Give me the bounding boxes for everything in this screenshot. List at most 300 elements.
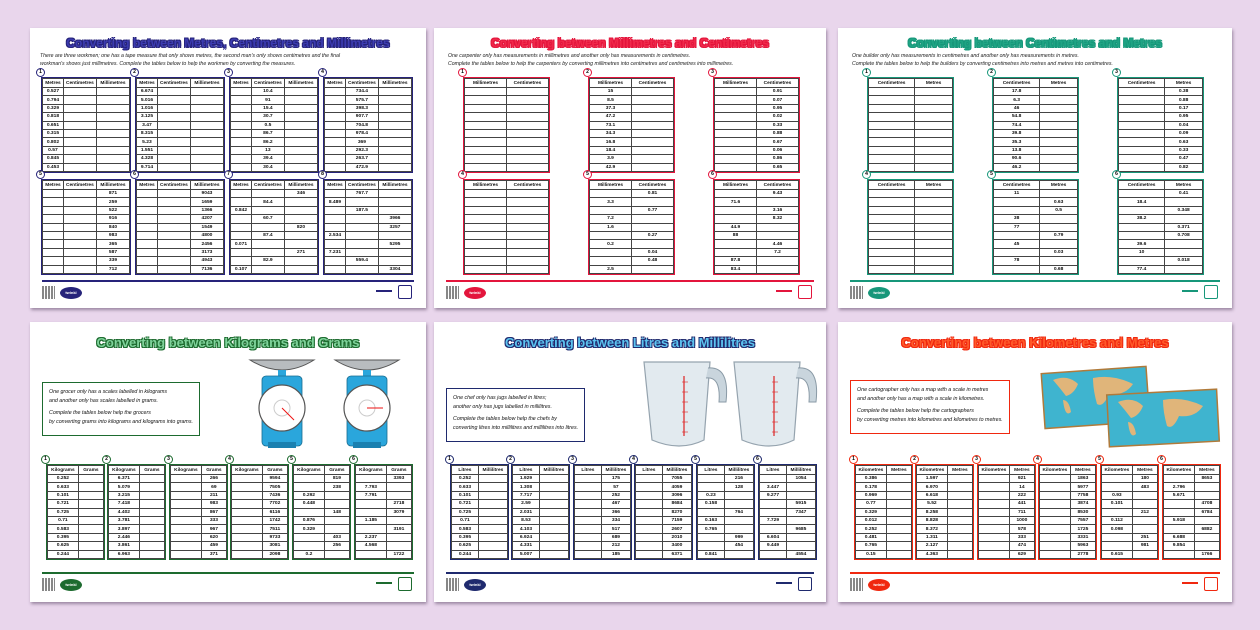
answer-cell[interactable] — [96, 163, 129, 171]
answer-cell[interactable] — [465, 129, 507, 137]
answer-cell[interactable] — [994, 265, 1040, 273]
answer-cell[interactable] — [915, 121, 953, 129]
answer-cell[interactable] — [78, 500, 103, 508]
answer-cell[interactable] — [575, 491, 602, 499]
answer-cell[interactable] — [294, 508, 325, 516]
answer-cell[interactable] — [507, 206, 549, 214]
answer-cell[interactable] — [715, 121, 757, 129]
answer-cell[interactable] — [43, 231, 64, 239]
qr-code[interactable] — [42, 578, 55, 591]
answer-cell[interactable] — [869, 265, 915, 273]
answer-cell[interactable] — [284, 198, 317, 206]
answer-cell[interactable] — [979, 550, 1010, 558]
answer-cell[interactable] — [1102, 483, 1133, 491]
answer-cell[interactable] — [994, 231, 1040, 239]
answer-cell[interactable] — [78, 483, 103, 491]
answer-cell[interactable] — [539, 516, 568, 524]
answer-cell[interactable] — [139, 533, 164, 541]
answer-cell[interactable] — [63, 163, 96, 171]
answer-cell[interactable] — [251, 190, 284, 198]
answer-cell[interactable] — [1040, 483, 1071, 491]
answer-cell[interactable] — [636, 533, 663, 541]
answer-cell[interactable] — [869, 248, 915, 256]
answer-cell[interactable] — [507, 265, 549, 273]
answer-cell[interactable] — [979, 508, 1010, 516]
answer-cell[interactable] — [137, 223, 158, 231]
answer-cell[interactable] — [63, 206, 96, 214]
qr-code[interactable] — [446, 286, 459, 299]
answer-cell[interactable] — [869, 104, 915, 112]
answer-cell[interactable] — [294, 475, 325, 483]
answer-cell[interactable] — [979, 542, 1010, 550]
answer-cell[interactable] — [915, 88, 953, 96]
answer-cell[interactable] — [915, 240, 953, 248]
answer-cell[interactable] — [1119, 146, 1165, 154]
answer-cell[interactable] — [715, 113, 757, 121]
answer-cell[interactable] — [231, 138, 252, 146]
answer-cell[interactable] — [1040, 96, 1078, 104]
answer-cell[interactable] — [63, 113, 96, 121]
answer-cell[interactable] — [284, 163, 317, 171]
answer-cell[interactable] — [171, 508, 202, 516]
answer-cell[interactable] — [478, 491, 507, 499]
answer-cell[interactable] — [915, 155, 953, 163]
answer-cell[interactable] — [724, 550, 753, 558]
answer-cell[interactable] — [78, 525, 103, 533]
answer-cell[interactable] — [478, 550, 507, 558]
answer-cell[interactable] — [507, 155, 549, 163]
answer-cell[interactable] — [507, 121, 549, 129]
answer-cell[interactable] — [157, 163, 190, 171]
answer-cell[interactable] — [632, 96, 674, 104]
answer-cell[interactable] — [1040, 475, 1071, 483]
answer-cell[interactable] — [78, 533, 103, 541]
answer-cell[interactable] — [636, 516, 663, 524]
answer-cell[interactable] — [994, 248, 1040, 256]
answer-cell[interactable] — [632, 265, 674, 273]
answer-cell[interactable] — [137, 215, 158, 223]
answer-cell[interactable] — [63, 240, 96, 248]
answer-cell[interactable] — [715, 240, 757, 248]
answer-cell[interactable] — [947, 533, 972, 541]
answer-cell[interactable] — [231, 257, 252, 265]
answer-cell[interactable] — [632, 88, 674, 96]
answer-cell[interactable] — [539, 500, 568, 508]
answer-cell[interactable] — [231, 223, 252, 231]
answer-cell[interactable] — [465, 155, 507, 163]
answer-cell[interactable] — [786, 542, 815, 550]
answer-cell[interactable] — [325, 265, 346, 273]
answer-cell[interactable] — [869, 155, 915, 163]
answer-cell[interactable] — [324, 516, 349, 524]
answer-cell[interactable] — [232, 475, 263, 483]
answer-cell[interactable] — [947, 525, 972, 533]
answer-cell[interactable] — [886, 516, 911, 524]
answer-cell[interactable] — [251, 265, 284, 273]
answer-cell[interactable] — [139, 508, 164, 516]
answer-cell[interactable] — [231, 96, 252, 104]
answer-cell[interactable] — [386, 516, 411, 524]
answer-cell[interactable] — [632, 163, 674, 171]
answer-cell[interactable] — [465, 215, 507, 223]
answer-cell[interactable] — [478, 508, 507, 516]
answer-cell[interactable] — [886, 483, 911, 491]
answer-cell[interactable] — [698, 483, 725, 491]
answer-cell[interactable] — [157, 146, 190, 154]
answer-cell[interactable] — [1040, 129, 1078, 137]
answer-cell[interactable] — [325, 257, 346, 265]
answer-cell[interactable] — [915, 265, 953, 273]
answer-cell[interactable] — [231, 155, 252, 163]
answer-cell[interactable] — [139, 542, 164, 550]
answer-cell[interactable] — [869, 113, 915, 121]
answer-cell[interactable] — [139, 516, 164, 524]
answer-cell[interactable] — [915, 215, 953, 223]
answer-cell[interactable] — [915, 113, 953, 121]
answer-cell[interactable] — [979, 500, 1010, 508]
answer-cell[interactable] — [1040, 121, 1078, 129]
answer-cell[interactable] — [284, 215, 317, 223]
answer-cell[interactable] — [78, 508, 103, 516]
answer-cell[interactable] — [63, 190, 96, 198]
answer-cell[interactable] — [979, 516, 1010, 524]
answer-cell[interactable] — [325, 240, 346, 248]
answer-cell[interactable] — [356, 500, 387, 508]
answer-cell[interactable] — [157, 190, 190, 198]
answer-cell[interactable] — [378, 248, 411, 256]
answer-cell[interactable] — [632, 215, 674, 223]
answer-cell[interactable] — [137, 198, 158, 206]
answer-cell[interactable] — [507, 129, 549, 137]
answer-cell[interactable] — [171, 483, 202, 491]
answer-cell[interactable] — [231, 88, 252, 96]
answer-cell[interactable] — [157, 223, 190, 231]
answer-cell[interactable] — [715, 206, 757, 214]
answer-cell[interactable] — [139, 525, 164, 533]
answer-cell[interactable] — [915, 231, 953, 239]
answer-cell[interactable] — [378, 138, 411, 146]
answer-cell[interactable] — [137, 248, 158, 256]
answer-cell[interactable] — [869, 215, 915, 223]
answer-cell[interactable] — [478, 500, 507, 508]
answer-cell[interactable] — [1040, 155, 1078, 163]
answer-cell[interactable] — [575, 500, 602, 508]
answer-cell[interactable] — [507, 88, 549, 96]
answer-cell[interactable] — [1040, 146, 1078, 154]
answer-cell[interactable] — [231, 215, 252, 223]
answer-cell[interactable] — [979, 525, 1010, 533]
answer-cell[interactable] — [356, 475, 387, 483]
answer-cell[interactable] — [325, 96, 346, 104]
answer-cell[interactable] — [786, 516, 815, 524]
answer-cell[interactable] — [478, 516, 507, 524]
answer-cell[interactable] — [232, 483, 263, 491]
answer-cell[interactable] — [378, 96, 411, 104]
answer-cell[interactable] — [284, 138, 317, 146]
answer-cell[interactable] — [284, 265, 317, 273]
answer-cell[interactable] — [869, 138, 915, 146]
answer-cell[interactable] — [157, 104, 190, 112]
answer-cell[interactable] — [757, 198, 799, 206]
answer-cell[interactable] — [43, 265, 64, 273]
answer-cell[interactable] — [947, 542, 972, 550]
answer-cell[interactable] — [698, 475, 725, 483]
answer-cell[interactable] — [478, 542, 507, 550]
answer-cell[interactable] — [63, 265, 96, 273]
answer-cell[interactable] — [575, 525, 602, 533]
answer-cell[interactable] — [157, 88, 190, 96]
answer-cell[interactable] — [284, 96, 317, 104]
answer-cell[interactable] — [386, 542, 411, 550]
answer-cell[interactable] — [171, 542, 202, 550]
answer-cell[interactable] — [324, 500, 349, 508]
answer-cell[interactable] — [1165, 248, 1203, 256]
answer-cell[interactable] — [345, 248, 378, 256]
answer-cell[interactable] — [43, 190, 64, 198]
answer-cell[interactable] — [43, 240, 64, 248]
answer-cell[interactable] — [575, 475, 602, 483]
answer-cell[interactable] — [1102, 475, 1133, 483]
answer-cell[interactable] — [1040, 533, 1071, 541]
answer-cell[interactable] — [539, 483, 568, 491]
answer-cell[interactable] — [251, 206, 284, 214]
answer-cell[interactable] — [378, 129, 411, 137]
answer-cell[interactable] — [539, 525, 568, 533]
answer-cell[interactable] — [63, 88, 96, 96]
answer-cell[interactable] — [378, 198, 411, 206]
answer-cell[interactable] — [1119, 138, 1165, 146]
answer-cell[interactable] — [575, 516, 602, 524]
answer-cell[interactable] — [636, 483, 663, 491]
answer-cell[interactable] — [325, 138, 346, 146]
answer-cell[interactable] — [1165, 240, 1203, 248]
answer-cell[interactable] — [478, 483, 507, 491]
answer-cell[interactable] — [507, 163, 549, 171]
answer-cell[interactable] — [78, 550, 103, 558]
answer-cell[interactable] — [231, 129, 252, 137]
answer-cell[interactable] — [760, 475, 787, 483]
answer-cell[interactable] — [915, 223, 953, 231]
answer-cell[interactable] — [231, 163, 252, 171]
answer-cell[interactable] — [539, 533, 568, 541]
answer-cell[interactable] — [157, 248, 190, 256]
answer-cell[interactable] — [171, 550, 202, 558]
answer-cell[interactable] — [869, 88, 915, 96]
answer-cell[interactable] — [63, 121, 96, 129]
answer-cell[interactable] — [356, 525, 387, 533]
answer-cell[interactable] — [869, 231, 915, 239]
answer-cell[interactable] — [539, 550, 568, 558]
answer-cell[interactable] — [43, 198, 64, 206]
answer-cell[interactable] — [724, 516, 753, 524]
answer-cell[interactable] — [507, 223, 549, 231]
answer-cell[interactable] — [231, 104, 252, 112]
answer-cell[interactable] — [1040, 508, 1071, 516]
answer-cell[interactable] — [786, 533, 815, 541]
answer-cell[interactable] — [171, 475, 202, 483]
answer-cell[interactable] — [232, 542, 263, 550]
answer-cell[interactable] — [137, 190, 158, 198]
answer-cell[interactable] — [465, 240, 507, 248]
answer-cell[interactable] — [284, 206, 317, 214]
answer-cell[interactable] — [171, 516, 202, 524]
answer-cell[interactable] — [886, 500, 911, 508]
answer-cell[interactable] — [1194, 483, 1219, 491]
answer-cell[interactable] — [190, 155, 223, 163]
answer-cell[interactable] — [715, 146, 757, 154]
answer-cell[interactable] — [1040, 88, 1078, 96]
answer-cell[interactable] — [1102, 533, 1133, 541]
answer-cell[interactable] — [507, 96, 549, 104]
answer-cell[interactable] — [1040, 138, 1078, 146]
answer-cell[interactable] — [43, 206, 64, 214]
answer-cell[interactable] — [715, 88, 757, 96]
qr-code[interactable] — [446, 578, 459, 591]
answer-cell[interactable] — [378, 113, 411, 121]
answer-cell[interactable] — [232, 525, 263, 533]
answer-cell[interactable] — [590, 257, 632, 265]
answer-cell[interactable] — [1119, 129, 1165, 137]
answer-cell[interactable] — [465, 206, 507, 214]
answer-cell[interactable] — [78, 516, 103, 524]
answer-cell[interactable] — [325, 215, 346, 223]
answer-cell[interactable] — [232, 516, 263, 524]
answer-cell[interactable] — [994, 198, 1040, 206]
answer-cell[interactable] — [760, 500, 787, 508]
answer-cell[interactable] — [231, 146, 252, 154]
answer-cell[interactable] — [139, 500, 164, 508]
answer-cell[interactable] — [157, 96, 190, 104]
answer-cell[interactable] — [63, 104, 96, 112]
answer-cell[interactable] — [231, 231, 252, 239]
answer-cell[interactable] — [231, 121, 252, 129]
answer-cell[interactable] — [632, 104, 674, 112]
answer-cell[interactable] — [507, 240, 549, 248]
answer-cell[interactable] — [1164, 500, 1195, 508]
answer-cell[interactable] — [698, 533, 725, 541]
answer-cell[interactable] — [886, 542, 911, 550]
answer-cell[interactable] — [345, 240, 378, 248]
answer-cell[interactable] — [345, 265, 378, 273]
answer-cell[interactable] — [636, 550, 663, 558]
answer-cell[interactable] — [325, 190, 346, 198]
answer-cell[interactable] — [507, 198, 549, 206]
answer-cell[interactable] — [43, 215, 64, 223]
answer-cell[interactable] — [43, 223, 64, 231]
answer-cell[interactable] — [465, 113, 507, 121]
answer-cell[interactable] — [869, 146, 915, 154]
answer-cell[interactable] — [886, 508, 911, 516]
answer-cell[interactable] — [715, 104, 757, 112]
answer-cell[interactable] — [63, 129, 96, 137]
answer-cell[interactable] — [1119, 231, 1165, 239]
answer-cell[interactable] — [96, 88, 129, 96]
answer-cell[interactable] — [1132, 516, 1157, 524]
answer-cell[interactable] — [1132, 500, 1157, 508]
answer-cell[interactable] — [190, 163, 223, 171]
answer-cell[interactable] — [157, 129, 190, 137]
answer-cell[interactable] — [284, 231, 317, 239]
answer-cell[interactable] — [137, 240, 158, 248]
answer-cell[interactable] — [465, 96, 507, 104]
answer-cell[interactable] — [869, 240, 915, 248]
answer-cell[interactable] — [378, 231, 411, 239]
answer-cell[interactable] — [378, 155, 411, 163]
answer-cell[interactable] — [43, 248, 64, 256]
answer-cell[interactable] — [1194, 533, 1219, 541]
answer-cell[interactable] — [947, 500, 972, 508]
answer-cell[interactable] — [378, 146, 411, 154]
answer-cell[interactable] — [915, 96, 953, 104]
answer-cell[interactable] — [157, 198, 190, 206]
answer-cell[interactable] — [157, 215, 190, 223]
answer-cell[interactable] — [325, 163, 346, 171]
answer-cell[interactable] — [284, 104, 317, 112]
answer-cell[interactable] — [356, 508, 387, 516]
answer-cell[interactable] — [63, 223, 96, 231]
answer-cell[interactable] — [915, 129, 953, 137]
answer-cell[interactable] — [325, 104, 346, 112]
answer-cell[interactable] — [63, 257, 96, 265]
answer-cell[interactable] — [465, 257, 507, 265]
answer-cell[interactable] — [465, 88, 507, 96]
answer-cell[interactable] — [284, 146, 317, 154]
answer-cell[interactable] — [1040, 223, 1078, 231]
answer-cell[interactable] — [232, 533, 263, 541]
answer-cell[interactable] — [869, 129, 915, 137]
answer-cell[interactable] — [724, 491, 753, 499]
answer-cell[interactable] — [325, 88, 346, 96]
answer-cell[interactable] — [465, 146, 507, 154]
answer-cell[interactable] — [869, 96, 915, 104]
answer-cell[interactable] — [636, 500, 663, 508]
answer-cell[interactable] — [1164, 550, 1195, 558]
answer-cell[interactable] — [947, 508, 972, 516]
answer-cell[interactable] — [757, 265, 799, 273]
answer-cell[interactable] — [979, 483, 1010, 491]
answer-cell[interactable] — [96, 129, 129, 137]
answer-cell[interactable] — [96, 113, 129, 121]
answer-cell[interactable] — [632, 138, 674, 146]
answer-cell[interactable] — [1119, 190, 1165, 198]
answer-cell[interactable] — [232, 491, 263, 499]
answer-cell[interactable] — [947, 483, 972, 491]
answer-cell[interactable] — [78, 542, 103, 550]
answer-cell[interactable] — [632, 240, 674, 248]
answer-cell[interactable] — [715, 129, 757, 137]
answer-cell[interactable] — [325, 206, 346, 214]
answer-cell[interactable] — [190, 146, 223, 154]
answer-cell[interactable] — [915, 198, 953, 206]
answer-cell[interactable] — [231, 190, 252, 198]
qr-code[interactable] — [850, 578, 863, 591]
answer-cell[interactable] — [869, 198, 915, 206]
answer-cell[interactable] — [231, 198, 252, 206]
answer-cell[interactable] — [947, 491, 972, 499]
answer-cell[interactable] — [345, 223, 378, 231]
answer-cell[interactable] — [1040, 542, 1071, 550]
answer-cell[interactable] — [63, 155, 96, 163]
answer-cell[interactable] — [1164, 475, 1195, 483]
answer-cell[interactable] — [575, 550, 602, 558]
answer-cell[interactable] — [284, 129, 317, 137]
answer-cell[interactable] — [96, 155, 129, 163]
answer-cell[interactable] — [232, 550, 263, 558]
answer-cell[interactable] — [915, 104, 953, 112]
answer-cell[interactable] — [869, 206, 915, 214]
answer-cell[interactable] — [1040, 190, 1078, 198]
answer-cell[interactable] — [979, 475, 1010, 483]
